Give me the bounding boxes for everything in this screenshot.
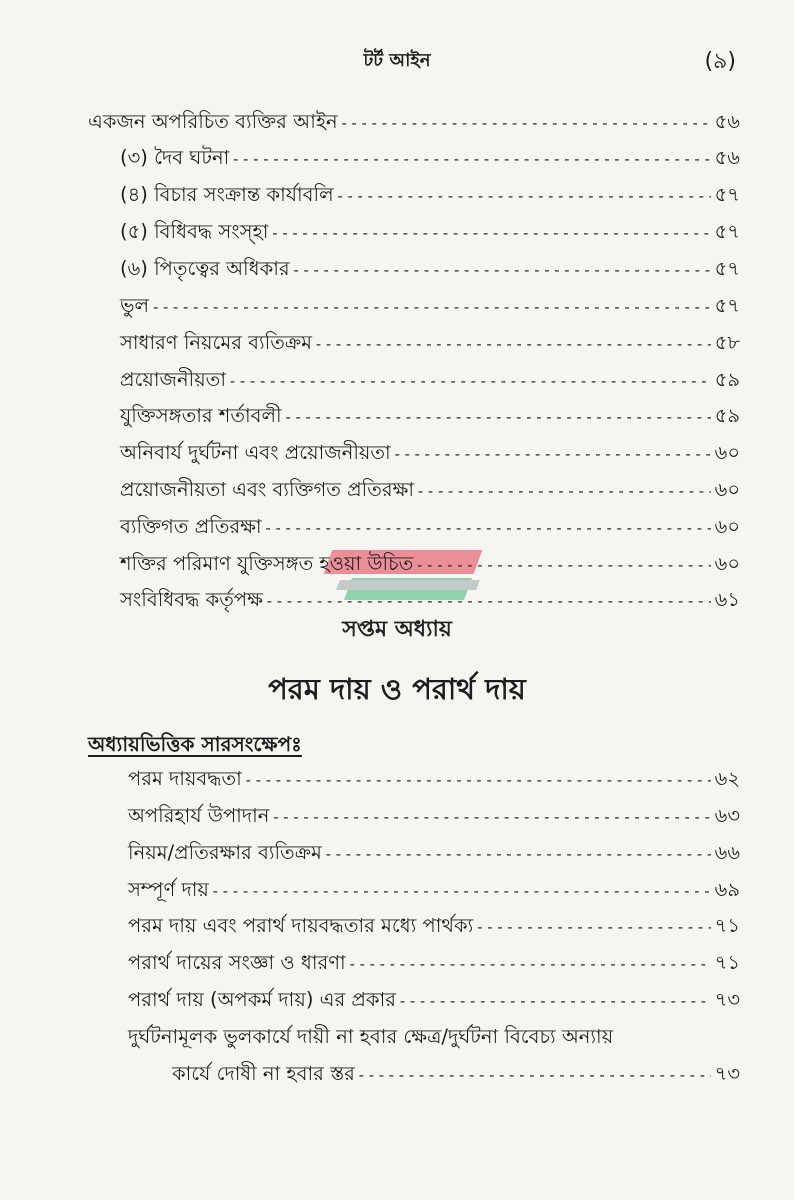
toc-entry-title: (৬) পিতৃত্বের অধিকার [120,257,290,280]
toc-entry-title: (৪) বিচার সংক্রান্ত কার্যাবলি [120,183,334,206]
toc-entry-page: ৫৭ [714,294,740,317]
toc-entry-page: ৭১ [714,914,740,937]
toc-entry-title: দুর্ঘটনামূলক ভুলকার্যে দায়ী না হবার ক্ষেত্র/দুর্ঘটনা বিবেচ্য অন্যায় [128,1025,614,1048]
toc-entry-title: পরম দায় এবং পরার্থ দায়বদ্ধতার মধ্যে পার্থক্য [128,914,474,937]
toc-entry-page: ৬৩ [714,804,740,827]
toc-entry-title: সাধারণ নিয়মের ব্যতিক্রম [120,331,312,354]
toc-entry[interactable] [120,292,740,324]
toc-entry[interactable] [120,366,740,398]
toc-entry-title: ব্যক্তিগত প্রতিরক্ষা [120,515,262,538]
toc-entry[interactable] [120,255,740,287]
toc-entry[interactable] [120,402,740,434]
toc-entry-title: পরম দায়বদ্ধতা [128,767,242,790]
toc-entry[interactable] [120,181,740,213]
toc-entry-page: ৬০ [714,441,740,464]
toc-entry-title: প্রয়োজনীয়তা এবং ব্যক্তিগত প্রতিরক্ষা [120,478,415,501]
toc-entry-line-2[interactable] [172,1060,740,1092]
toc-entry-page: ৬৯ [714,878,740,901]
toc-entry-page: ৭৩ [714,988,740,1011]
toc-entry-line-1[interactable] [128,1023,740,1055]
chapter-label: সপ্তম অধ্যায় [342,617,452,642]
toc-entry[interactable] [120,513,740,545]
toc-entry-title: পরার্থ দায় (অপকর্ম দায়) এর প্রকার [128,988,396,1011]
toc-entry-page: ৬০ [714,478,740,501]
running-title: টর্ট আইন [363,50,431,71]
toc-entry[interactable] [120,144,740,176]
toc-entry[interactable] [120,218,740,250]
toc-entry[interactable] [128,802,740,834]
toc-entry-page: ৫৬ [714,110,740,133]
toc-entry-title: শক্তির পরিমাণ যুক্তিসঙ্গত হওয়া উচিত [120,552,414,575]
toc-entry-page: ৫৯ [714,404,740,427]
toc-entry-page: ৬০ [714,515,740,538]
toc-entry-page: ৫৭ [714,257,740,280]
page-header [0,46,794,76]
toc-entry-page: ৭১ [714,951,740,974]
toc-entry-title: অনিবার্য দুর্ঘটনা এবং প্রয়োজনীয়তা [120,441,391,464]
toc-entry-page: ৬৬ [714,841,740,864]
toc-entry[interactable] [120,550,740,582]
toc-entry-page: ৬১ [714,588,740,611]
toc-entry[interactable] [128,912,740,944]
chapter-title: পরম দায় ও পরার্থ দায় [268,672,526,706]
toc-entry-page: ৬২ [714,767,740,790]
section-heading: অধ্যায়ভিত্তিক সারসংক্ষেপঃ [88,732,302,756]
toc-entry[interactable] [128,839,740,871]
toc-entry-page: ৫৬ [714,146,740,169]
toc-entry[interactable] [88,108,740,140]
toc-entry-page: ৭৩ [714,1062,740,1085]
toc-entry-title: অপরিহার্য উপাদান [128,804,270,827]
toc-entry-title: কার্যে দোষী না হবার স্তর [172,1062,355,1085]
toc-entry-title: সম্পূর্ণ দায় [128,878,209,901]
toc-entry-page: ৫৮ [714,331,740,354]
toc-entry[interactable] [128,765,740,797]
toc-entry[interactable] [128,949,740,981]
toc-entry-page: ৫৯ [714,368,740,391]
toc-entry-page: ৫৭ [714,220,740,243]
toc-entry[interactable] [128,986,740,1018]
toc-entry[interactable] [120,439,740,471]
toc-entry-title: ভুল [120,294,150,317]
toc-entry-title: (৫) বিধিবদ্ধ সংস্হা [120,220,269,243]
toc-entry-page: ৬০ [714,552,740,575]
toc-entry[interactable] [128,876,740,908]
page-number: (৯) [704,49,736,74]
toc-entry[interactable] [120,476,740,508]
toc-entry-title: প্রয়োজনীয়তা [120,368,226,391]
toc-entry-title: যুক্তিসঙ্গতার শর্তাবলী [120,404,282,427]
toc-entry-page: ৫৭ [714,183,740,206]
toc-entry-title: সংবিধিবদ্ধ কর্তৃপক্ষ [120,588,263,611]
toc-entry-title: পরার্থ দায়ের সংজ্ঞা ও ধারণা [128,951,346,974]
toc-entry-title: নিয়ম/প্রতিরক্ষার ব্যতিক্রম [128,841,322,864]
toc-entry-title: একজন অপরিচিত ব্যক্তির আইন [88,110,338,133]
toc-entry-title: (৩) দৈব ঘটনা [120,146,230,169]
toc-entry[interactable] [120,329,740,361]
